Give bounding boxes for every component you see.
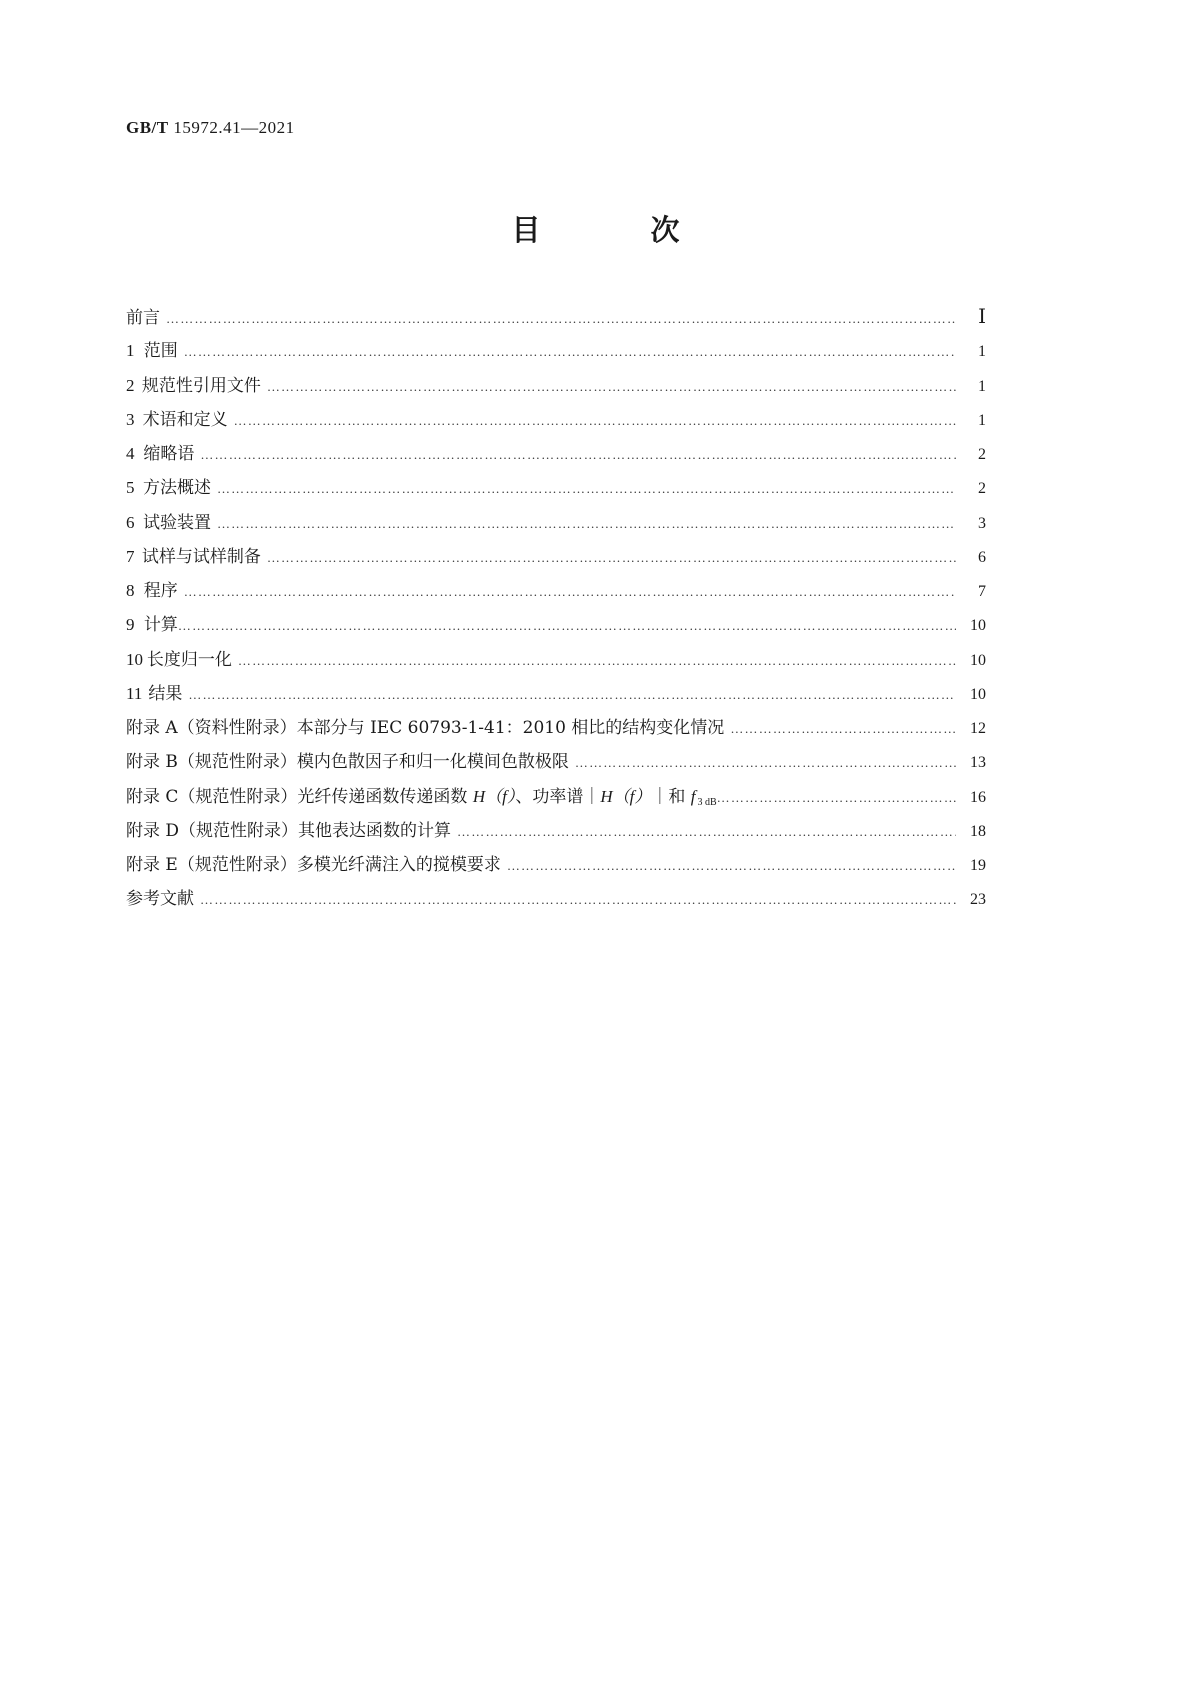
toc-entry-annex-a[interactable] xyxy=(126,711,986,745)
dot-leader xyxy=(717,781,956,815)
dot-leader xyxy=(200,883,956,917)
clause-number: 3 xyxy=(126,409,135,429)
toc-entry-label: 结果 xyxy=(148,683,183,704)
toc-page-number: 1 xyxy=(978,411,986,429)
toc-entry-label: 规范性引用文件 xyxy=(141,375,261,396)
annex-title-text: 光纤传递函数传递函数 xyxy=(297,786,473,807)
toc-page-number: Ⅰ xyxy=(978,306,986,328)
toc-page-number: 3 xyxy=(978,514,986,532)
toc-entry-preface[interactable] xyxy=(126,300,986,334)
toc-page-number: 10 xyxy=(970,651,986,669)
toc-entry-clause-2[interactable] xyxy=(126,369,986,403)
toc-entry-bibliography[interactable] xyxy=(126,882,986,916)
math-frequency: f xyxy=(690,786,696,806)
clause-number: 5 xyxy=(126,478,135,498)
dot-leader xyxy=(575,746,956,780)
toc-page-number: 10 xyxy=(970,617,986,635)
toc-entry-label: 长度归一化 xyxy=(146,649,232,670)
toc-page-number: 19 xyxy=(970,857,986,874)
toc-entry-label: 前言 xyxy=(126,308,160,328)
clause-number: 4 xyxy=(126,444,135,463)
table-of-contents xyxy=(126,300,986,917)
clause-number: 7 xyxy=(126,546,135,566)
toc-entry-clause-5[interactable] xyxy=(126,471,986,505)
annex-label: 附录 A（资料性附录） xyxy=(126,718,297,738)
toc-entry-clause-3[interactable] xyxy=(126,403,986,437)
clause-number: 1 xyxy=(126,341,135,361)
toc-page-number: 1 xyxy=(978,377,986,395)
toc-entry-clause-9[interactable] xyxy=(126,608,986,642)
toc-entry-clause-4[interactable] xyxy=(126,437,986,471)
annex-title: 其他表达函数的计算 xyxy=(298,820,452,841)
annex-title-text: ｜和 xyxy=(651,786,691,807)
dot-leader xyxy=(217,472,956,506)
toc-page-number: 12 xyxy=(970,720,986,737)
dot-leader xyxy=(178,609,956,643)
toc-entry-label: 参考文献 xyxy=(126,889,194,910)
toc-page-number: 23 xyxy=(970,891,986,909)
math-transfer-function: H（f） xyxy=(600,786,652,806)
clause-number: 2 xyxy=(126,375,135,395)
dot-leader xyxy=(200,438,956,472)
toc-page-number: 2 xyxy=(978,446,986,463)
toc-entry-clause-1[interactable] xyxy=(126,334,986,368)
dot-leader xyxy=(267,541,956,575)
toc-entry-label: 方法概述 xyxy=(142,478,211,499)
toc-entry-clause-7[interactable] xyxy=(126,540,986,574)
math-transfer-function: H（f） xyxy=(472,786,516,806)
dot-leader xyxy=(217,507,956,541)
annex-label: 附录 C（规范性附录） xyxy=(126,786,298,807)
toc-entry-label: 试样与试样制备 xyxy=(141,546,261,567)
dot-leader xyxy=(730,712,956,746)
clause-number: 8 xyxy=(126,581,135,600)
standard-number: 15972.41—2021 xyxy=(173,118,295,137)
clause-number: 9 xyxy=(126,615,135,635)
toc-entry-clause-10[interactable] xyxy=(126,643,986,677)
toc-page-number: 10 xyxy=(970,685,986,703)
annex-title: 多模光纤满注入的搅模要求 xyxy=(296,855,501,875)
toc-entry-clause-11[interactable] xyxy=(126,677,986,711)
toc-entry-clause-6[interactable] xyxy=(126,506,986,540)
toc-page-number: 1 xyxy=(978,343,986,361)
toc-entry-label: 术语和定义 xyxy=(142,409,228,430)
dot-leader xyxy=(507,849,956,883)
dot-leader xyxy=(166,302,956,336)
toc-title: 目 次 xyxy=(511,213,730,247)
dot-leader xyxy=(234,404,956,438)
toc-entry-annex-d[interactable] xyxy=(126,814,986,848)
annex-label: 附录 E（规范性附录） xyxy=(126,855,297,875)
annex-title-text: 、功率谱｜ xyxy=(515,786,601,807)
dot-leader xyxy=(184,575,956,609)
standard-prefix: GB/T xyxy=(126,118,169,137)
toc-page-number: 2 xyxy=(978,480,986,498)
annex-title: 本部分与 IEC 60793-1-41：2010 相比的结构变化情况 xyxy=(296,718,725,738)
toc-entry-label: 程序 xyxy=(143,581,178,601)
clause-number: 6 xyxy=(126,512,135,532)
toc-entry-clause-8[interactable] xyxy=(126,574,986,608)
annex-title: 模内色散因子和归一化模间色散极限 xyxy=(296,752,569,773)
dot-leader xyxy=(238,644,956,678)
dot-leader xyxy=(457,815,956,849)
dot-leader xyxy=(267,370,956,404)
standard-code xyxy=(126,118,295,138)
toc-entry-label: 计算 xyxy=(143,615,178,636)
toc-page-number: 18 xyxy=(970,822,986,840)
toc-entry-annex-c[interactable] xyxy=(126,780,986,814)
dot-leader xyxy=(184,335,956,369)
toc-entry-annex-b[interactable] xyxy=(126,745,986,779)
toc-entry-label: 范围 xyxy=(143,341,178,362)
toc-page-number: 13 xyxy=(970,754,986,772)
toc-page-number: 6 xyxy=(978,548,986,566)
toc-entry-annex-e[interactable] xyxy=(126,848,986,882)
annex-label: 附录 B（规范性附录） xyxy=(126,752,297,773)
annex-label: 附录 D（规范性附录） xyxy=(126,820,299,841)
toc-page-number: 7 xyxy=(978,583,986,600)
toc-page-number: 16 xyxy=(970,788,986,806)
toc-entry-label: 缩略语 xyxy=(143,444,195,464)
clause-number: 10 xyxy=(126,649,143,669)
toc-entry-label: 试验装置 xyxy=(142,512,211,533)
math-subscript: 3 dB xyxy=(697,796,717,808)
dot-leader xyxy=(188,678,956,712)
clause-number: 11 xyxy=(126,683,143,703)
